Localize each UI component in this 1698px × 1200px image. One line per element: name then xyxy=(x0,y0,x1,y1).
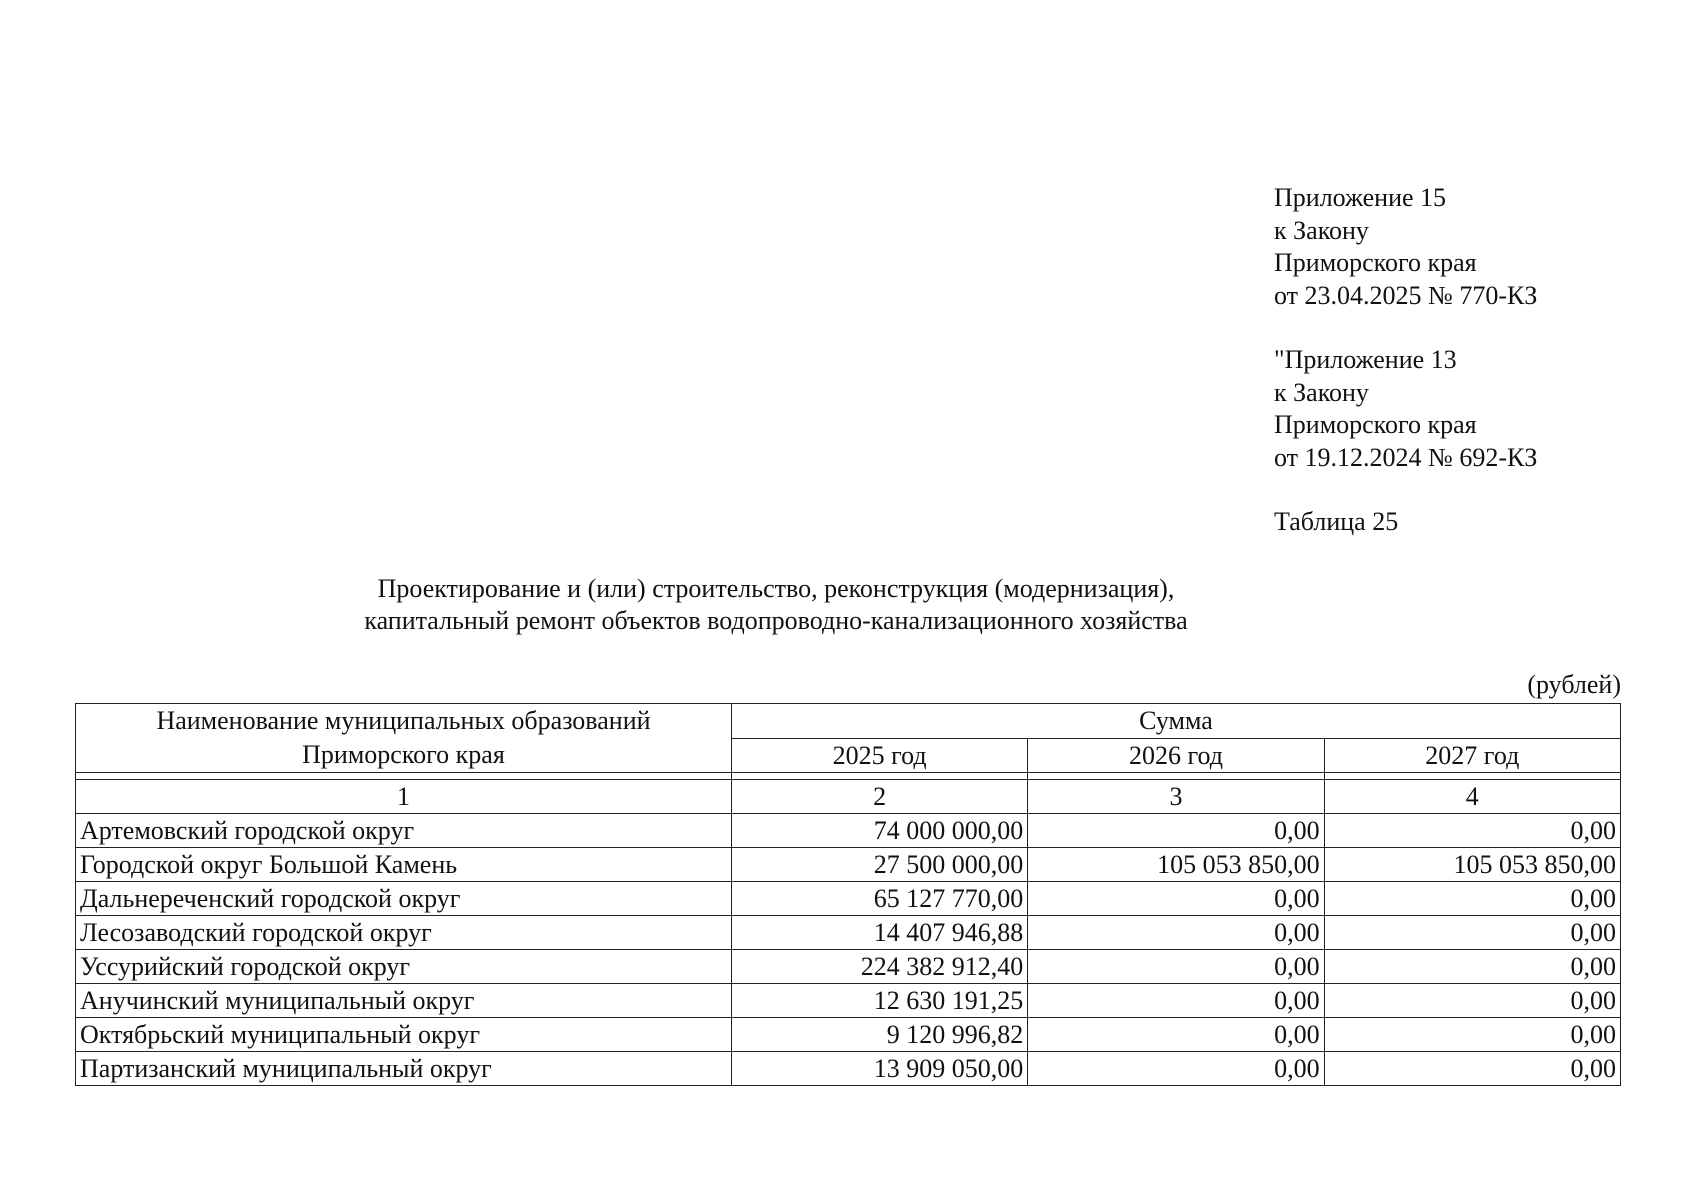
amount-2027: 0,00 xyxy=(1324,814,1620,848)
gap-cell xyxy=(1324,773,1620,780)
municipality-name: Артемовский городской округ xyxy=(76,814,732,848)
document-title xyxy=(0,573,1698,637)
amount-2026: 0,00 xyxy=(1028,882,1324,916)
appendix-line-2: к Закону xyxy=(1274,215,1369,245)
amount-2025: 13 909 050,00 xyxy=(731,1052,1027,1086)
table-row xyxy=(76,950,1621,984)
amount-2025: 9 120 996,82 xyxy=(731,1018,1027,1052)
appendix-line-4: от 23.04.2025 № 770-КЗ xyxy=(1274,280,1538,310)
amount-2026: 105 053 850,00 xyxy=(1028,848,1324,882)
header-sum: Сумма xyxy=(731,704,1620,739)
table-row xyxy=(76,1018,1621,1052)
amount-2027: 0,00 xyxy=(1324,1052,1620,1086)
column-number-4: 4 xyxy=(1324,780,1620,814)
appendix-header xyxy=(1274,182,1537,539)
appendix-line-1: Приложение 15 xyxy=(1274,183,1447,212)
original-appendix-line-4: от 19.12.2024 № 692-КЗ xyxy=(1274,442,1538,472)
column-number-3: 3 xyxy=(1028,780,1324,814)
header-year-2025: 2025 год xyxy=(731,738,1027,773)
original-appendix-line-1: "Приложение 13 xyxy=(1274,345,1457,374)
municipality-name: Дальнереченский городской округ xyxy=(76,882,732,916)
amount-2027: 0,00 xyxy=(1324,1018,1620,1052)
amount-2027: 105 053 850,00 xyxy=(1324,848,1620,882)
column-number-1: 1 xyxy=(76,780,732,814)
municipality-name: Городской округ Большой Камень xyxy=(76,848,732,882)
gap-cell xyxy=(1028,773,1324,780)
original-appendix-line-2: к Закону xyxy=(1274,377,1369,407)
title-line-2: капитальный ремонт объектов водопроводно-канализационного хозяйства xyxy=(364,606,1188,635)
column-number-row xyxy=(76,780,1621,814)
amount-2026: 0,00 xyxy=(1028,1018,1324,1052)
original-appendix-line-3: Приморского края xyxy=(1274,410,1477,439)
gap-cell xyxy=(76,773,732,780)
municipality-name: Октябрьский муниципальный округ xyxy=(76,1018,732,1052)
table-row xyxy=(76,984,1621,1018)
amount-2025: 65 127 770,00 xyxy=(731,882,1027,916)
municipality-name: Партизанский муниципальный округ xyxy=(76,1052,732,1086)
amount-2026: 0,00 xyxy=(1028,1052,1324,1086)
amount-2026: 0,00 xyxy=(1028,984,1324,1018)
budget-table xyxy=(75,703,1621,1086)
header-municipality-name-text: Наименование муниципальных образований Приморского края xyxy=(156,706,651,769)
header-year-2026: 2026 год xyxy=(1028,738,1324,773)
table-row xyxy=(76,916,1621,950)
header-municipality-name xyxy=(76,704,732,773)
amount-2026: 0,00 xyxy=(1028,814,1324,848)
table-header-row xyxy=(76,704,1621,739)
amount-2025: 14 407 946,88 xyxy=(731,916,1027,950)
spacer xyxy=(1274,312,1537,344)
amount-2025: 27 500 000,00 xyxy=(731,848,1027,882)
amount-2027: 0,00 xyxy=(1324,950,1620,984)
table-row xyxy=(76,882,1621,916)
gap-cell xyxy=(731,773,1027,780)
table-label: Таблица 25 xyxy=(1274,507,1399,536)
amount-2026: 0,00 xyxy=(1028,950,1324,984)
title-line-1: Проектирование и (или) строительство, реконструкция (модернизация), xyxy=(377,574,1175,603)
amount-2027: 0,00 xyxy=(1324,984,1620,1018)
amount-2027: 0,00 xyxy=(1324,916,1620,950)
municipality-name: Анучинский муниципальный округ xyxy=(76,984,732,1018)
table-gap xyxy=(76,773,1621,780)
municipality-name: Лесозаводский городской округ xyxy=(76,916,732,950)
table-row xyxy=(76,848,1621,882)
amount-2025: 224 382 912,40 xyxy=(731,950,1027,984)
appendix-line-3: Приморского края xyxy=(1274,248,1477,277)
amount-2026: 0,00 xyxy=(1028,916,1324,950)
amount-2027: 0,00 xyxy=(1324,882,1620,916)
spacer xyxy=(1274,474,1537,506)
amount-2025: 74 000 000,00 xyxy=(731,814,1027,848)
header-year-2027: 2027 год xyxy=(1324,738,1620,773)
municipality-name: Уссурийский городской округ xyxy=(76,950,732,984)
table-row xyxy=(76,1052,1621,1086)
units-label: (рублей) xyxy=(1527,670,1621,699)
amount-2025: 12 630 191,25 xyxy=(731,984,1027,1018)
table-row xyxy=(76,814,1621,848)
column-number-2: 2 xyxy=(731,780,1027,814)
